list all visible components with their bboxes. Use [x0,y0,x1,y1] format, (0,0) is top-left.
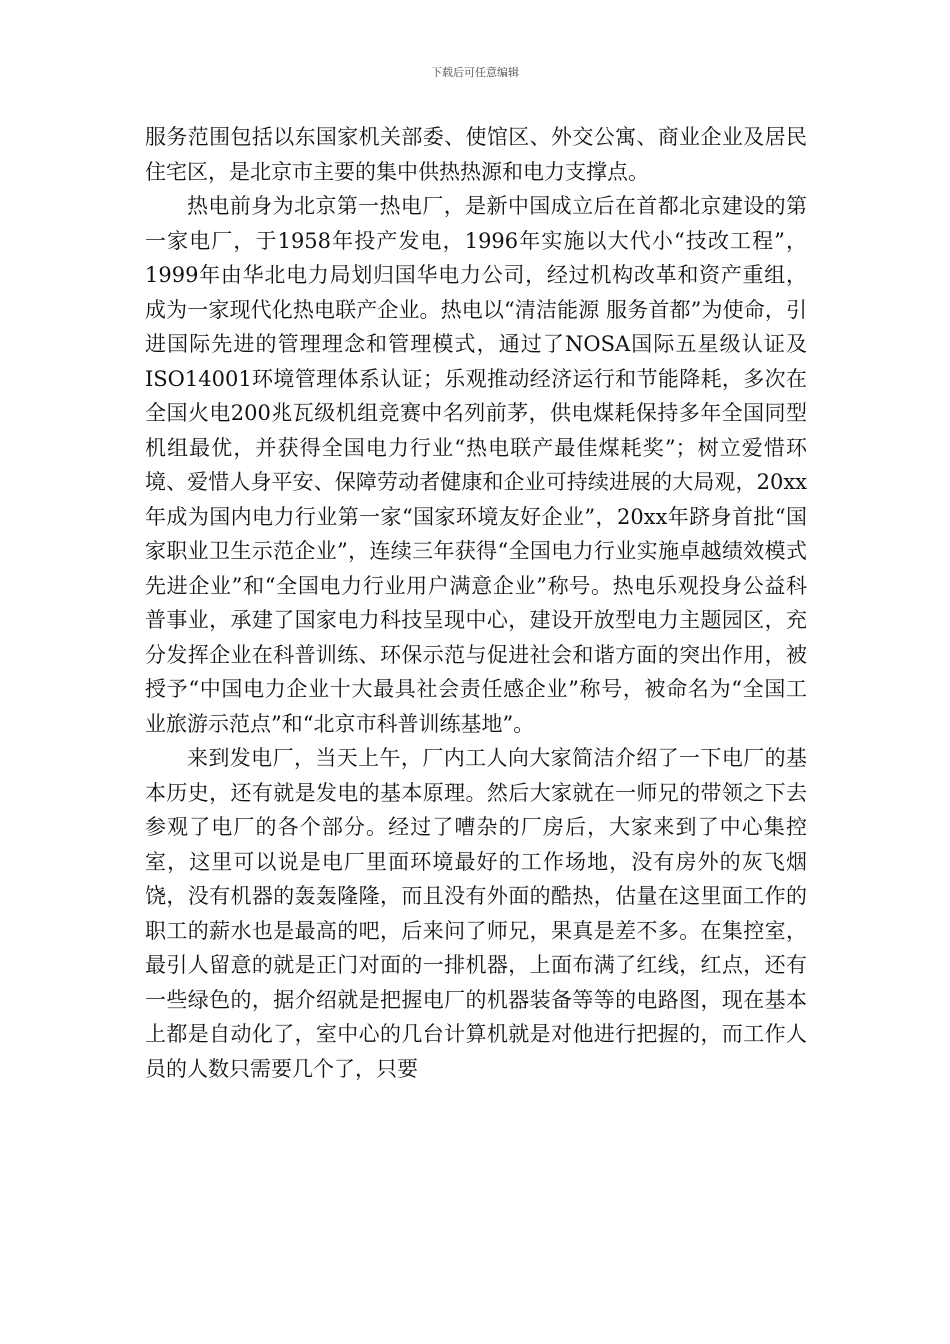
paragraph-1: 服务范围包括以东国家机关部委、使馆区、外交公寓、商业企业及居民住宅区，是北京市主要的集中供热热源和电力支撑点。 [145,125,807,184]
document-body [145,120,807,1086]
paragraph-2: 热电前身为北京第一热电厂，是新中国成立后在首都北京建设的第一家电厂，于1958年投产发电，1996年实施以大代小“技改工程”，1999年由华北电力局划归国华电力公司，经过机构改革和资产重组，成为一家现代化热电联产企业。热电以“清洁能源 服务首都”为使命，引进国际先进的管理理念和管理模式，通过了NOSA国际五星级认证及ISO14001环境管理体系认证；乐观推动经济运行和节能降耗，多次在全国火电200兆瓦级机组竞赛中名列前茅，供电煤耗保持多年全国同型机组最优，并获得全国电力行业“热电联产最佳煤耗奖”；树立爱惜环境、爱惜人身平安、保障劳动者健康和企业可持续进展的大局观，20xx年成为国内电力行业第一家“国家环境友好企业”，20xx年跻身首批“国家职业卫生示范企业”，连续三年获得“全国电力行业实施卓越绩效模式先进企业”和“全国电力行业用户满意企业”称号。热电乐观投身公益科普事业，承建了国家电力科技呈现中心，建设开放型电力主题园区，充分发挥企业在科普训练、环保示范与促进社会和谐方面的突出作用，被授予“中国电力企业十大最具社会责任感企业”称号，被命名为“全国工业旅游示范点”和“北京市科普训练基地”。 [145,194,807,736]
paragraph-3: 来到发电厂，当天上午，厂内工人向大家简洁介绍了一下电厂的基本历史，还有就是发电的基本原理。然后大家就在一师兄的带领之下去参观了电厂的各个部分。经过了嘈杂的厂房后，大家来到了中心集控室，这里可以说是电厂里面环境最好的工作场地，没有房外的灰飞烟饶，没有机器的轰轰隆隆，而且没有外面的酷热，估量在这里面工作的职工的薪水也是最高的吧，后来问了师兄，果真是差不多。在集控室，最引人留意的就是正门对面的一排机器，上面布满了红线，红点，还有一些绿色的，据介绍就是把握电厂的机器装备等等的电路图，现在基本上都是自动化了，室中心的几台计算机就是对他进行把握的，而工作人员的人数只需要几个了，只要 [145,746,807,1081]
page-header-note: 下载后可任意编辑 [431,66,519,79]
